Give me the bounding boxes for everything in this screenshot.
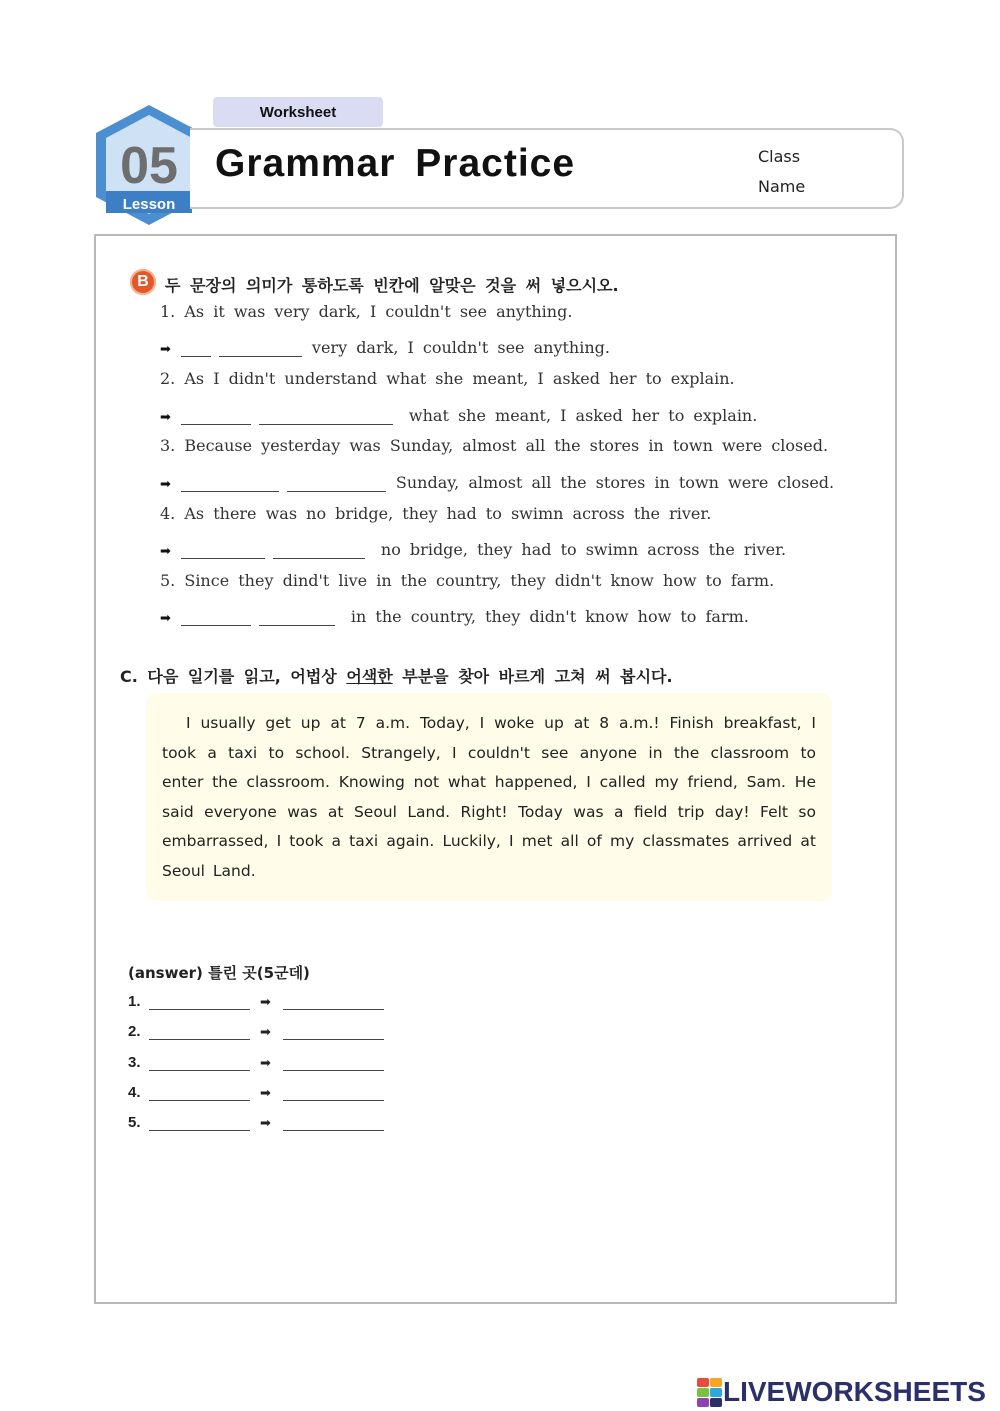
diary-box xyxy=(146,693,832,901)
logo-tile xyxy=(697,1388,709,1397)
answer-number: 4. xyxy=(128,1084,141,1101)
logo-tile xyxy=(710,1378,722,1387)
blank-input[interactable] xyxy=(273,543,365,559)
rewrite-row-4 xyxy=(160,537,786,559)
rewrite-text-5: in the country, they didn't know how to farm. xyxy=(350,607,749,626)
answer-wrong-input[interactable] xyxy=(149,994,250,1010)
worksheet-tab: Worksheet xyxy=(213,97,383,127)
answer-wrong-input[interactable] xyxy=(149,1115,250,1131)
blank-input[interactable] xyxy=(181,610,251,626)
class-label: Class xyxy=(758,147,801,166)
arrow-icon: ➡ xyxy=(160,342,171,357)
section-c-heading-underlined: 어색한 xyxy=(346,667,393,686)
answer-correct-input[interactable] xyxy=(283,1055,384,1071)
sentence-5: 5. Since they dind't live in the country, they didn't know how to farm. xyxy=(160,571,775,590)
answer-correct-input[interactable] xyxy=(283,994,384,1010)
logo-tile xyxy=(710,1388,722,1397)
answer-title: (answer) 틀린 곳(5군데) xyxy=(128,964,310,982)
answer-number: 2. xyxy=(128,1023,141,1040)
sentence-3: 3. Because yesterday was Sunday, almost all the stores in town were closed. xyxy=(160,436,829,455)
arrow-icon: ➡ xyxy=(260,1025,271,1040)
answer-wrong-input[interactable] xyxy=(149,1024,250,1040)
blank-input[interactable] xyxy=(181,476,279,492)
liveworksheets-mark-icon xyxy=(697,1378,721,1406)
answer-number: 5. xyxy=(128,1114,141,1131)
blank-input[interactable] xyxy=(219,341,302,357)
rewrite-text-3: Sunday, almost all the stores in town were closed. xyxy=(395,473,835,492)
sentence-1: 1. As it was very dark, I couldn't see anything. xyxy=(160,302,573,321)
logo-tile xyxy=(710,1398,722,1407)
rewrite-text-4: no bridge, they had to swimn across the river. xyxy=(380,540,787,559)
answer-number: 3. xyxy=(128,1054,141,1071)
arrow-icon: ➡ xyxy=(160,544,171,559)
logo-tile xyxy=(697,1378,709,1387)
lesson-label: Lesson xyxy=(122,196,176,213)
rewrite-row-1 xyxy=(160,335,610,357)
answer-row-3 xyxy=(128,1049,384,1071)
answer-row-1 xyxy=(128,988,384,1010)
answer-wrong-input[interactable] xyxy=(149,1085,250,1101)
blank-input[interactable] xyxy=(259,409,393,425)
arrow-icon: ➡ xyxy=(160,611,171,626)
arrow-icon: ➡ xyxy=(260,1056,271,1071)
lesson-number: 05 xyxy=(120,137,178,195)
logo-tile xyxy=(697,1398,709,1407)
name-label: Name xyxy=(758,177,806,196)
blank-input[interactable] xyxy=(259,610,335,626)
rewrite-text-2: what she meant, I asked her to explain. xyxy=(408,406,758,425)
rewrite-row-3 xyxy=(160,470,834,492)
arrow-icon: ➡ xyxy=(260,1116,271,1131)
lesson-hexagon-icon xyxy=(94,103,204,227)
sentence-2: 2. As I didn't understand what she meant, I asked her to explain. xyxy=(160,369,735,388)
section-c-heading xyxy=(120,664,673,687)
section-c-heading-post: 부분을 찾아 바르게 고쳐 써 봅시다. xyxy=(392,667,673,686)
arrow-icon: ➡ xyxy=(160,477,171,492)
page-title: Grammar Practice xyxy=(215,142,576,185)
blank-input[interactable] xyxy=(181,341,211,357)
rewrite-row-2 xyxy=(160,403,757,425)
answer-row-4 xyxy=(128,1079,384,1101)
blank-input[interactable] xyxy=(181,409,251,425)
rewrite-row-5 xyxy=(160,604,749,626)
section-b-badge: B xyxy=(130,269,156,295)
arrow-icon: ➡ xyxy=(260,995,271,1010)
answer-correct-input[interactable] xyxy=(283,1115,384,1131)
blank-input[interactable] xyxy=(287,476,386,492)
answer-row-2 xyxy=(128,1018,384,1040)
answer-correct-input[interactable] xyxy=(283,1085,384,1101)
answer-number: 1. xyxy=(128,993,141,1010)
blank-input[interactable] xyxy=(181,543,265,559)
sentence-4: 4. As there was no bridge, they had to swimn across the river. xyxy=(160,504,712,523)
diary-text: I usually get up at 7 a.m. Today, I woke up at 8 a.m.! Finish breakfast, I took a taxi to school. Strangely, I couldn't see anyone in the classroom to enter the classroom. Knowing not what happened, I called my friend, Sam. He said everyone was at Seoul Land. Right! Today was a field trip day! Felt so embarrassed, I took a taxi again. Luckily, I met all of my classmates arrived at Seoul Land. xyxy=(162,714,816,880)
answer-wrong-input[interactable] xyxy=(149,1055,250,1071)
liveworksheets-logo[interactable] xyxy=(697,1376,986,1408)
answer-row-5 xyxy=(128,1109,384,1131)
rewrite-text-1: very dark, I couldn't see anything. xyxy=(311,338,610,357)
arrow-icon: ➡ xyxy=(260,1086,271,1101)
logo-text: LIVEWORKSHEETS xyxy=(723,1376,986,1407)
section-b-heading: 두 문장의 의미가 통하도록 빈칸에 알맞은 것을 써 넣으시오. xyxy=(165,276,619,295)
answer-correct-input[interactable] xyxy=(283,1024,384,1040)
section-c-heading-pre: C. 다음 일기를 읽고, 어법상 xyxy=(120,667,347,686)
arrow-icon: ➡ xyxy=(160,410,171,425)
